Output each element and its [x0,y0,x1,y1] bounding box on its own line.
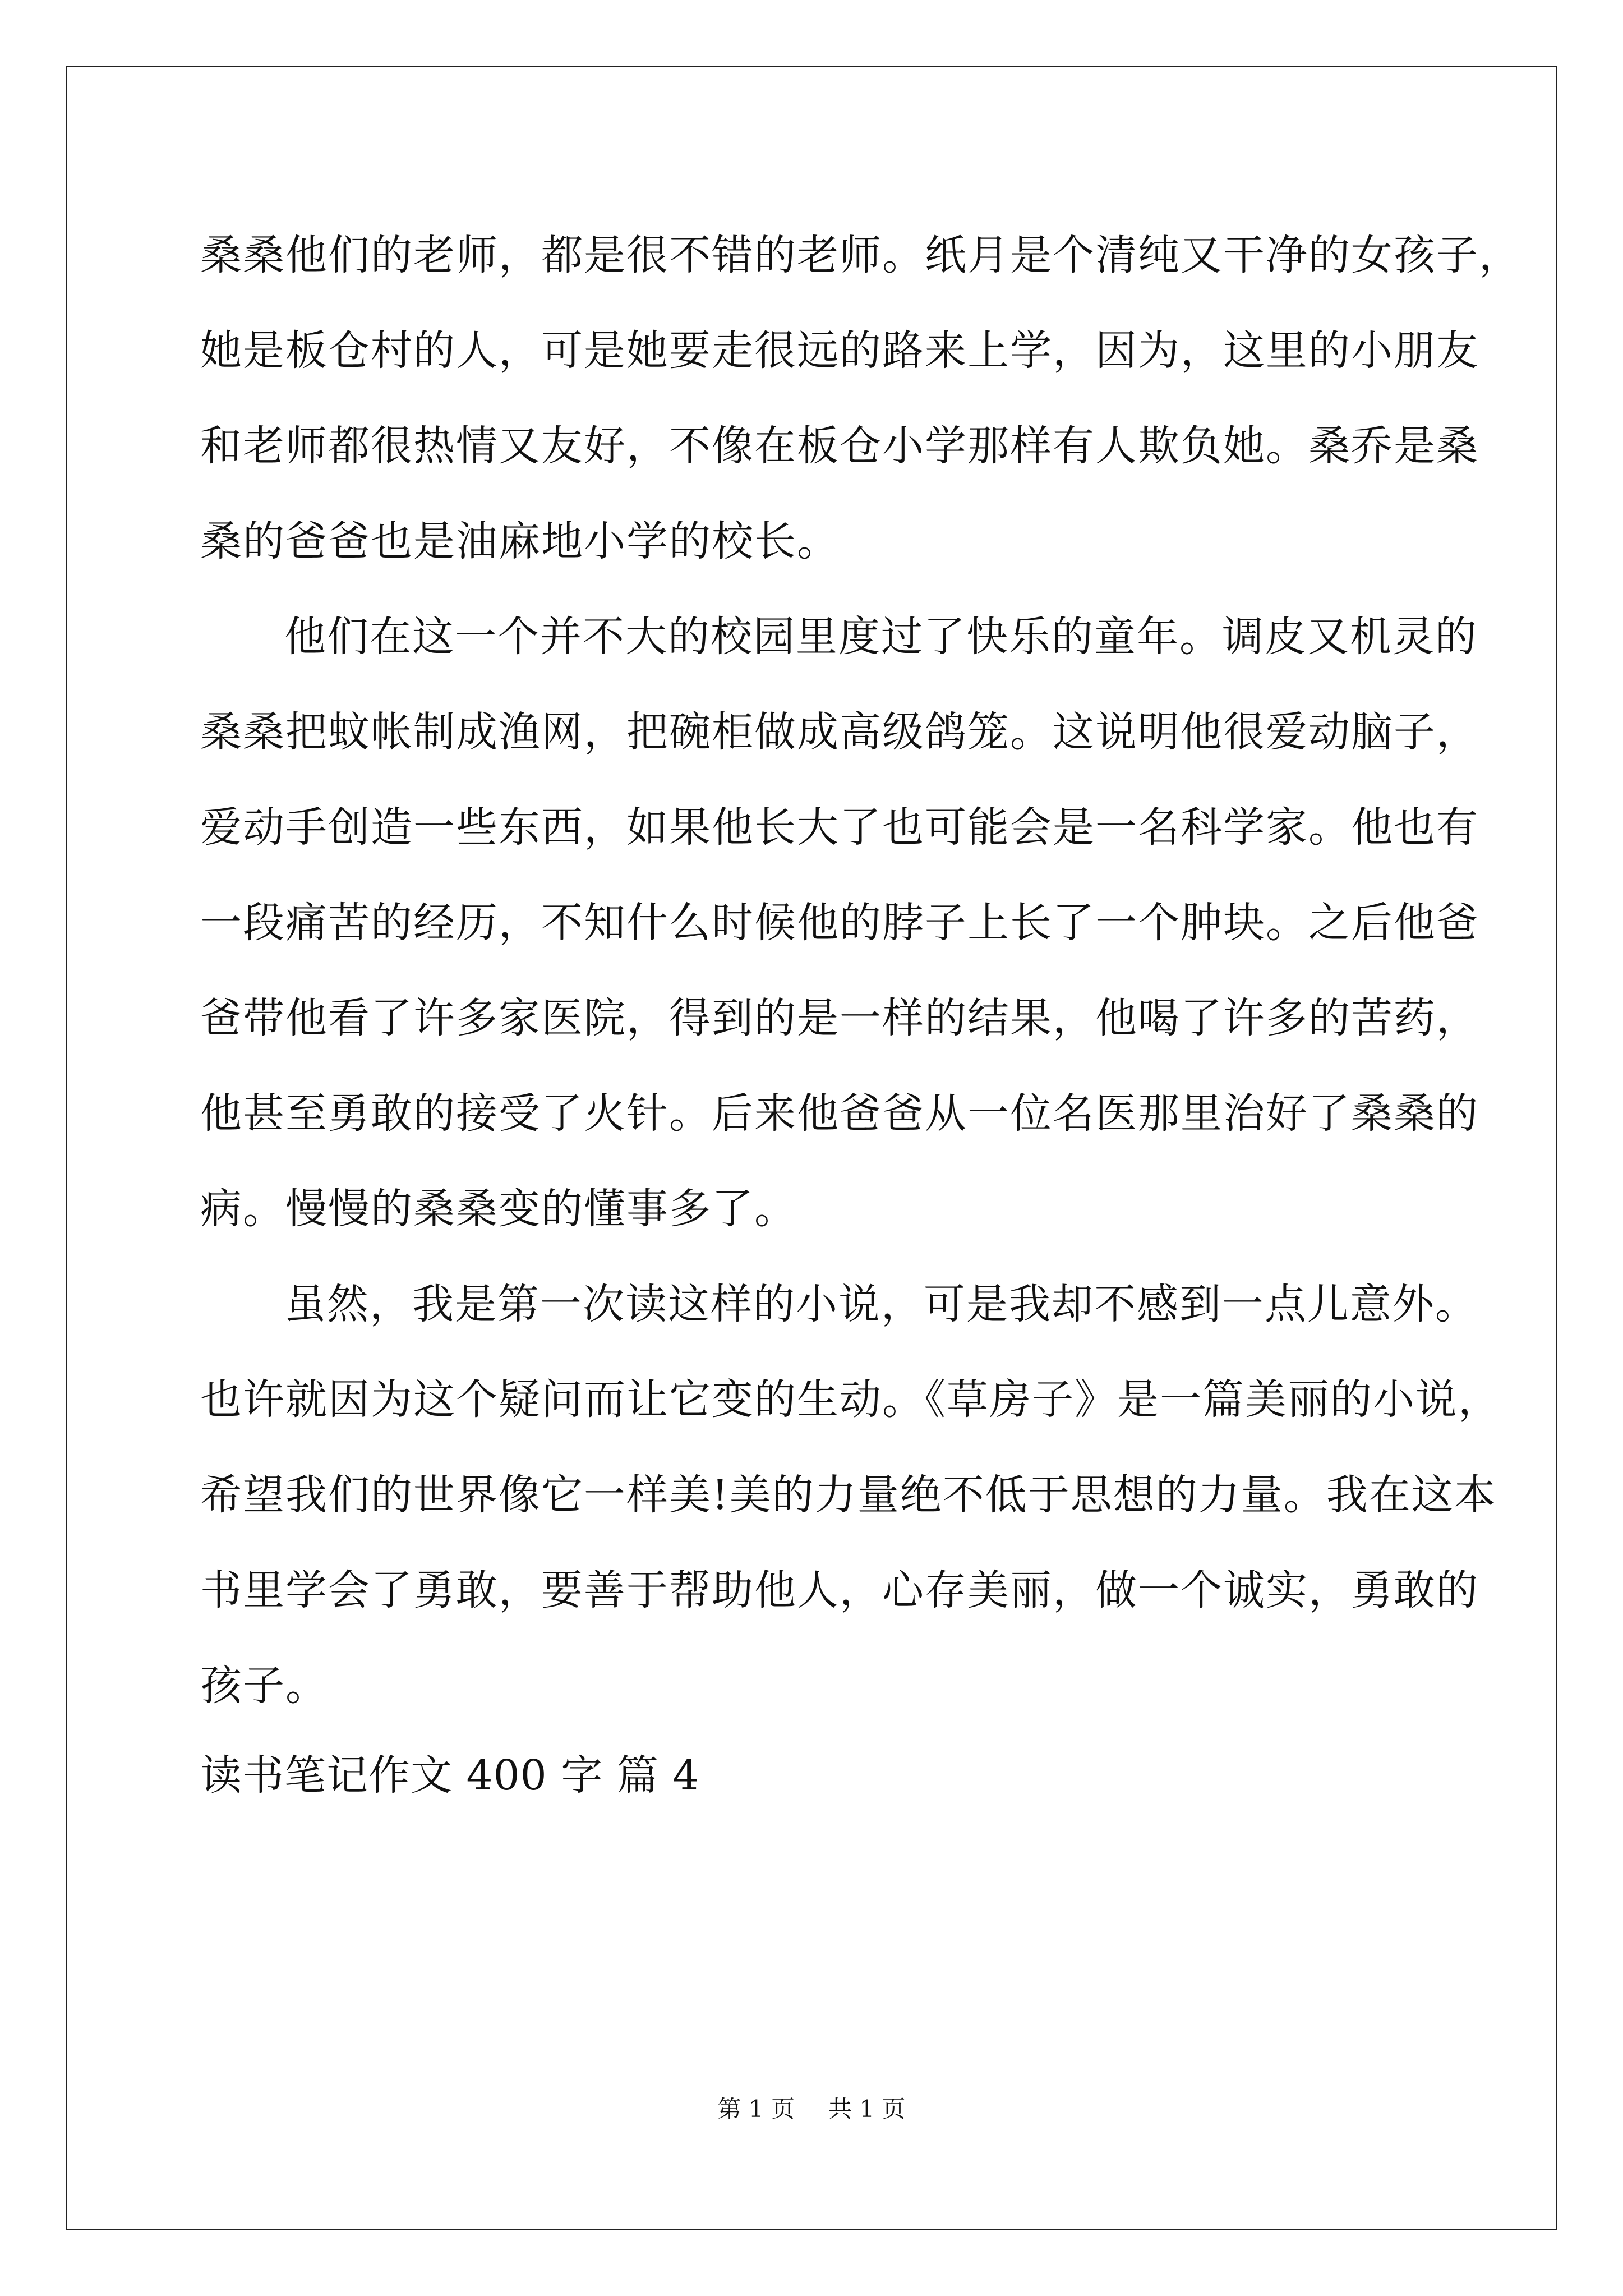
text-line: 桑桑他们的老师，都是很不错的老师。纸月是个清纯又干净的女孩子， [200,231,1521,279]
page-number: 第 1 页 [717,2095,795,2123]
text-line: 希望我们的世界像它一样美!美的力量绝不低于思想的力量。我在这本 [200,1471,1497,1519]
text-line: 和老师都很热情又友好，不像在板仓小学那样有人欺负她。桑乔是桑 [200,422,1479,470]
text-line: 桑桑把蚊帐制成渔网，把碗柜做成高级鸽笼。这说明他很爱动脑子， [200,708,1479,756]
text-line: 书里学会了勇敢，要善于帮助他人，心存美丽，做一个诚实，勇敢的 [200,1566,1479,1614]
text-line: 桑的爸爸也是油麻地小学的校长。 [200,517,840,565]
page-footer [0,2092,1623,2126]
text-line: 她是板仓村的人，可是她要走很远的路来上学，因为，这里的小朋友 [200,326,1479,375]
text-line: 爸带他看了许多家医院，得到的是一样的结果，他喝了许多的苦药， [200,994,1479,1042]
text-line: 他甚至勇敢的接受了火针。后来他爸爸从一位名医那里治好了桑桑的 [200,1089,1479,1138]
text-line: 病。慢慢的桑桑变的懂事多了。 [200,1185,797,1233]
text-line: 也许就因为这个疑问而让它变的生动。《草房子》是一篇美丽的小说， [200,1375,1501,1424]
page-border [66,66,1557,2230]
page-total: 共 1 页 [828,2095,906,2123]
text-line: 爱动手创造一些东西，如果他长大了也可能会是一名科学家。他也有 [200,803,1479,852]
text-line: 一段痛苦的经历，不知什么时候他的脖子上长了一个肿块。之后他爸 [200,899,1479,947]
text-line: 虽然，我是第一次读这样的小说，可是我却不感到一点儿意外。 [284,1280,1478,1328]
section-heading: 读书笔记作文 400 字 篇 4 [200,1751,700,1800]
text-line: 孩子。 [200,1662,328,1710]
text-line: 他们在这一个并不大的校园里度过了快乐的童年。调皮又机灵的 [284,613,1478,661]
